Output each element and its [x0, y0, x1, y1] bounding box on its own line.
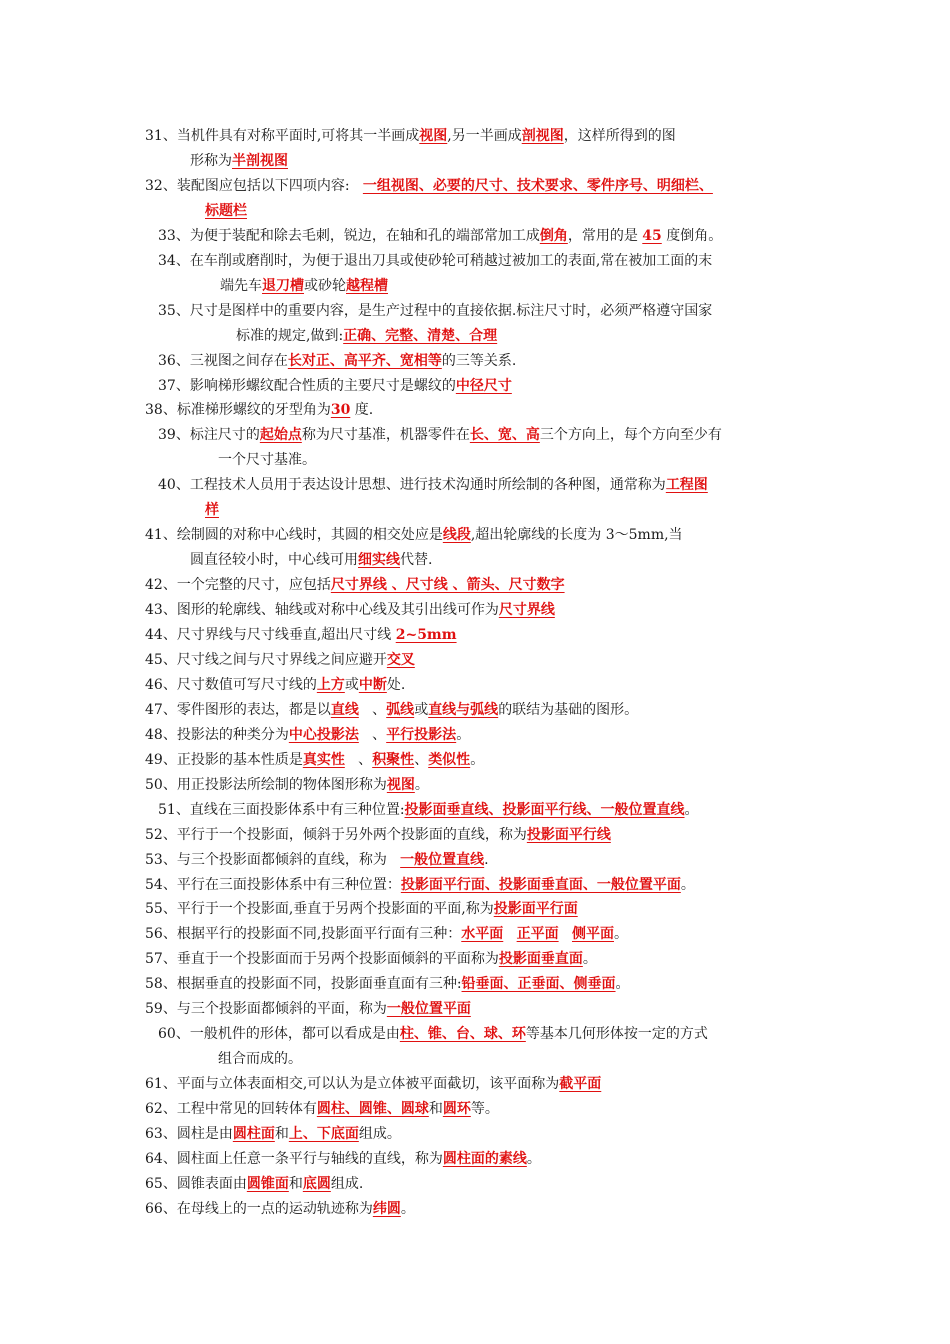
question-text: 、	[414, 751, 429, 768]
text-line	[145, 124, 676, 149]
question-text: 65、圆锥表面由	[145, 1175, 247, 1192]
question-text: 。	[400, 1200, 415, 1217]
answer-text: 圆锥面	[246, 1175, 289, 1192]
text-line	[158, 1022, 708, 1047]
question-text: 48、投影法的种类分为	[145, 726, 289, 743]
answer-text: 直线	[330, 701, 359, 718]
answer-text: 积聚性	[372, 751, 415, 768]
answer-text: 视图	[386, 776, 415, 793]
text-line	[145, 723, 470, 748]
question-text: 代替.	[400, 552, 433, 569]
question-text: 56、根据平行的投影面不同,投影面平行面有三种：	[145, 926, 462, 943]
question-text: 43、图形的轮廓线、轴线或对称中心线及其引出线可作为	[145, 602, 499, 619]
text-line	[158, 249, 712, 274]
answer-text: 越程槽	[346, 277, 388, 294]
answer-text: 2~5mm	[395, 627, 457, 643]
text-line	[145, 773, 429, 798]
answer-text: 工程图	[665, 477, 708, 494]
answer-text: 交叉	[386, 651, 415, 668]
question-text: 称为尺寸基准，机器零件在	[301, 427, 470, 444]
question-text: 44、尺寸界线与尺寸线垂直,超出尺寸线	[145, 627, 396, 643]
text-line	[158, 299, 712, 324]
answer-text: 正确、完整、清楚、合理	[343, 327, 498, 344]
answer-text: 中径尺寸	[455, 377, 512, 394]
question-text: 50、用正投影法所绘制的物体图形称为	[145, 776, 387, 793]
question-text: 和	[428, 1101, 443, 1118]
text-line	[158, 473, 708, 498]
question-text: 。	[615, 976, 630, 993]
question-text: 38、标准梯形螺纹的牙型角为	[145, 402, 331, 419]
answer-text: 截平面	[559, 1076, 602, 1093]
question-text: 。	[684, 801, 699, 818]
text-line	[145, 922, 628, 947]
question-text: 。	[470, 751, 485, 768]
answer-text: 投影面平行面、投影面垂直面、一般位置平面	[400, 876, 681, 893]
text-line	[145, 1097, 499, 1122]
question-text: 形称为	[190, 152, 232, 169]
answer-text: 铅垂面、正垂面、侧垂面	[461, 976, 616, 993]
text-line	[218, 448, 316, 473]
question-text: 42、一个完整的尺寸，应包括	[145, 577, 331, 594]
question-text: 60、一般机件的形体，都可以看成是由	[158, 1026, 400, 1043]
question-text: 。	[526, 1150, 541, 1167]
question-text: 63、圆柱是由	[145, 1126, 233, 1142]
question-text: 41、绘制圆的对称中心线时，其圆的相交处应是	[145, 527, 443, 544]
text-line	[236, 324, 497, 349]
question-text: 62、工程中常见的回转体有	[145, 1101, 317, 1118]
answer-text: 纬圆	[372, 1200, 401, 1217]
answer-text: 线段	[442, 527, 471, 544]
question-text: ，常用的是	[567, 227, 643, 244]
question-text: 57、垂直于一个投影面而于另两个投影面倾斜的平面称为	[145, 951, 499, 968]
question-text: 或	[414, 701, 429, 718]
text-line	[145, 848, 489, 873]
answer-text: 尺寸界线 、尺寸线 、箭头、尺寸数字	[330, 577, 565, 594]
question-text: 39、标注尺寸的	[158, 427, 260, 444]
text-line	[145, 1172, 363, 1197]
text-line	[145, 947, 597, 972]
question-text: 标准的规定,做到:	[236, 327, 344, 344]
question-text: 。	[613, 926, 628, 943]
question-text: 的三等关系.	[441, 352, 517, 369]
text-line	[145, 1197, 415, 1222]
text-line	[158, 224, 722, 249]
answer-text: 真实性	[302, 751, 345, 768]
question-text: 。	[456, 726, 471, 743]
question-text: 三个方向上，每个方向至少有	[539, 427, 722, 444]
answer-text: 弧线	[386, 701, 415, 718]
answer-text: 标题栏	[205, 202, 247, 219]
answer-text: 正平面	[516, 926, 559, 943]
text-line	[145, 523, 683, 548]
text-line	[145, 1122, 401, 1147]
question-text: 组合而成的。	[218, 1051, 302, 1068]
text-line	[145, 398, 373, 423]
question-text: 47、零件图形的表达，都是以	[145, 701, 331, 718]
question-text: 31、当机件具有对称平面时,可将其一半画成	[145, 128, 420, 144]
text-line	[145, 1072, 601, 1097]
question-text: 。	[414, 776, 429, 793]
question-text: 或砂轮	[304, 277, 346, 294]
question-text: 组成.	[330, 1175, 364, 1192]
question-text: 55、平行于一个投影面,垂直于另两个投影面的平面,称为	[145, 901, 494, 918]
text-line	[145, 873, 695, 898]
answer-text: 倒角	[539, 227, 568, 244]
text-line	[145, 673, 405, 698]
answer-text: 起始点	[259, 427, 302, 444]
text-line	[145, 972, 630, 997]
answer-text: 上方	[316, 676, 345, 693]
text-line	[145, 897, 578, 922]
text-line	[145, 698, 638, 723]
question-text: 度.	[350, 402, 374, 419]
question-text: 58、根据垂直的投影面不同，投影面垂直面有三种:	[145, 976, 462, 993]
question-text: 的联结为基础的图形。	[498, 701, 639, 718]
answer-text: 中心投影法	[288, 726, 359, 743]
question-text: 和	[288, 1175, 303, 1192]
question-text: 51、直线在三面投影体系中有三种位置:	[158, 801, 405, 818]
answer-text: 类似性	[428, 751, 471, 768]
text-line	[145, 573, 565, 598]
question-text: 。	[680, 876, 695, 893]
answer-text: 侧平面	[571, 926, 614, 943]
question-text: ，这样所得到的图	[563, 128, 676, 144]
answer-text: 圆柱面	[232, 1126, 275, 1142]
question-text: 45、尺寸线之间与尺寸界线之间应避开	[145, 651, 387, 668]
answer-text: 水平面	[461, 926, 504, 943]
question-text: 、	[358, 701, 387, 718]
text-line	[190, 149, 288, 174]
answer-text: 平行投影法	[386, 726, 457, 743]
question-text: .	[484, 851, 489, 868]
text-line	[158, 798, 699, 823]
question-text: ,另一半画成	[447, 128, 522, 144]
text-line	[205, 498, 219, 523]
answer-text: 剖视图	[521, 128, 564, 144]
answer-text: 半剖视图	[232, 152, 288, 169]
answer-text: 上、下底面	[288, 1126, 359, 1142]
question-text: ,超出轮廓线的长度为 3～5mm,当	[470, 527, 683, 544]
answer-text: 样	[205, 502, 219, 519]
question-text: 33、为便于装配和除去毛刺，锐边，在轴和孔的端部常加工成	[158, 227, 540, 244]
question-text: 或	[344, 676, 359, 693]
text-line	[220, 274, 388, 299]
answer-text: 柱、锥、台、球、环	[399, 1026, 526, 1043]
text-line	[145, 1147, 541, 1172]
question-text: 。	[582, 951, 597, 968]
question-text: 54、平行在三面投影体系中有三种位置：	[145, 876, 401, 893]
answer-text: 一般位置平面	[386, 1001, 471, 1018]
question-text	[559, 926, 572, 942]
question-text: 圆直径较小时，中心线可用	[190, 552, 358, 569]
text-line	[145, 748, 484, 773]
answer-text: 投影面垂直面	[498, 951, 583, 968]
question-text: 处.	[386, 676, 406, 693]
answer-text: 直线与弧线	[428, 701, 499, 718]
question-text: 组成。	[358, 1126, 401, 1142]
question-text: 53、与三个投影面都倾斜的直线，称为	[145, 851, 401, 868]
answer-text: 长、宽、高	[469, 427, 540, 444]
question-text	[503, 926, 516, 942]
answer-text: 30	[330, 402, 351, 419]
question-text: 52、平行于一个投影面，倾斜于另外两个投影面的直线，称为	[145, 826, 527, 843]
answer-text: 视图	[419, 128, 448, 144]
question-text: 等基本几何形体按一定的方式	[525, 1026, 708, 1043]
question-text: 等。	[470, 1101, 499, 1118]
question-text: 度倒角。	[661, 227, 723, 244]
text-line	[145, 174, 713, 199]
question-text: 64、圆柱面上任意一条平行与轴线的直线，称为	[145, 1150, 443, 1167]
question-text: 59、与三个投影面都倾斜的平面，称为	[145, 1001, 387, 1018]
answer-text: 底圆	[302, 1175, 331, 1192]
question-text: 34、在车削或磨削时，为便于退出刀具或使砂轮可稍越过被加工的表面,常在被加工面的末	[158, 252, 713, 269]
text-line	[190, 548, 432, 573]
text-line	[145, 598, 555, 623]
text-line	[145, 823, 611, 848]
answer-text: 一般位置直线	[400, 851, 485, 868]
question-text: 46、尺寸数值可写尺寸线的	[145, 676, 317, 693]
question-text: 37、影响梯形螺纹配合性质的主要尺寸是螺纹的	[158, 377, 456, 394]
question-text: 61、平面与立体表面相交,可以认为是立体被平面截切，该平面称为	[145, 1076, 560, 1093]
answer-text: 退刀槽	[262, 277, 304, 294]
answer-text: 长对正、高平齐、宽相等	[287, 352, 442, 369]
question-text: 49、正投影的基本性质是	[145, 751, 303, 768]
question-text: 、	[344, 751, 373, 768]
question-text: 和	[274, 1126, 289, 1142]
answer-text: 圆柱、圆锥、圆球	[316, 1101, 429, 1118]
answer-text: 投影面平行面	[493, 901, 578, 918]
answer-text: 投影面垂直线、投影面平行线、一般位置直线	[404, 801, 685, 818]
answer-text: 中断	[358, 676, 387, 693]
question-text: 一个尺寸基准。	[218, 452, 316, 469]
answer-text: 细实线	[358, 552, 400, 569]
text-line	[145, 997, 471, 1022]
text-line	[218, 1047, 302, 1072]
text-line	[145, 623, 457, 648]
question-text: 端先车	[220, 277, 262, 294]
text-line	[205, 199, 247, 224]
question-text: 66、在母线上的一点的运动轨迹称为	[145, 1200, 373, 1217]
question-text: 32、装配图应包括以下四项内容:	[145, 177, 363, 194]
text-line	[158, 423, 722, 448]
question-text: 、	[358, 726, 387, 743]
answer-text: 圆环	[442, 1101, 471, 1118]
text-line	[158, 349, 516, 374]
text-line	[158, 374, 512, 399]
answer-text: 尺寸界线	[498, 602, 555, 619]
question-text: 36、三视图之间存在	[158, 352, 288, 369]
answer-text: 一组视图、必要的尺寸、技术要求、零件序号、明细栏、	[362, 177, 713, 194]
answer-text: 圆柱面的素线	[442, 1150, 527, 1167]
answer-text: 投影面平行线	[526, 826, 611, 843]
question-text: 35、尺寸是图样中的重要内容，是生产过程中的直接依据.标注尺寸时，必须严格遵守国家	[158, 302, 713, 319]
text-line	[145, 648, 415, 673]
question-text: 40、工程技术人员用于表达设计思想、进行技术沟通时所绘制的各种图，通常称为	[158, 477, 666, 494]
answer-text: 45	[642, 227, 662, 244]
